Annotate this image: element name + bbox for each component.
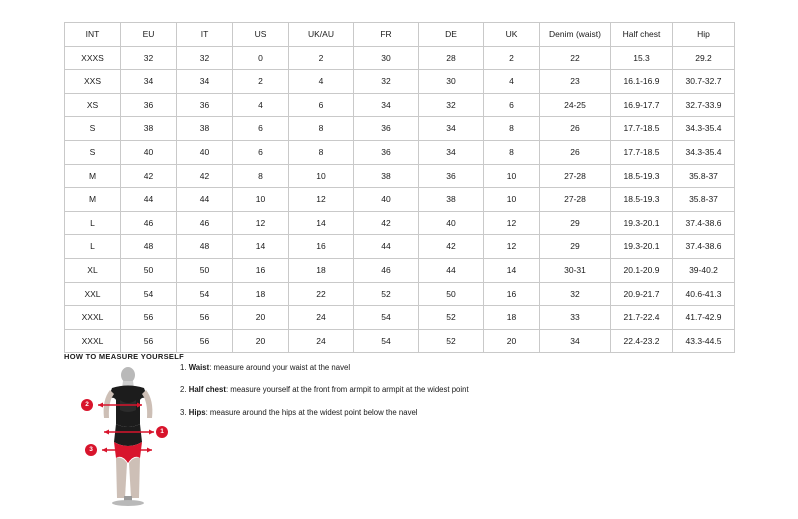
cell-denim-waist: 29 bbox=[540, 211, 611, 235]
cell-hip: 35.8-37 bbox=[673, 164, 735, 188]
cell-uk-au: 12 bbox=[289, 188, 354, 212]
table-header-row bbox=[65, 23, 735, 47]
cell-denim-waist: 27-28 bbox=[540, 188, 611, 212]
cell-fr: 44 bbox=[354, 235, 419, 259]
list-item bbox=[180, 385, 600, 394]
table-row bbox=[65, 211, 735, 235]
cell-uk-au: 6 bbox=[289, 93, 354, 117]
cell-fr: 38 bbox=[354, 164, 419, 188]
table-row bbox=[65, 306, 735, 330]
figure-badge-waist: 1 bbox=[156, 426, 168, 438]
cell-int: L bbox=[65, 211, 121, 235]
cell-it: 56 bbox=[177, 306, 233, 330]
column-header-uk: UK bbox=[484, 23, 540, 47]
cell-eu: 32 bbox=[121, 46, 177, 70]
cell-uk: 18 bbox=[484, 306, 540, 330]
cell-hip: 37.4-38.6 bbox=[673, 211, 735, 235]
cell-eu: 38 bbox=[121, 117, 177, 141]
cell-int: L bbox=[65, 235, 121, 259]
cell-int: XXXL bbox=[65, 306, 121, 330]
table-row bbox=[65, 329, 735, 353]
cell-de: 40 bbox=[419, 211, 484, 235]
cell-it: 34 bbox=[177, 70, 233, 94]
cell-uk: 2 bbox=[484, 46, 540, 70]
cell-it: 36 bbox=[177, 93, 233, 117]
cell-eu: 46 bbox=[121, 211, 177, 235]
cell-it: 50 bbox=[177, 258, 233, 282]
column-header-eu: EU bbox=[121, 23, 177, 47]
cell-half-chest: 22.4-23.2 bbox=[611, 329, 673, 353]
measure-item-number: 2. bbox=[180, 385, 187, 395]
measurement-figure bbox=[82, 366, 174, 506]
cell-int: S bbox=[65, 117, 121, 141]
cell-fr: 52 bbox=[354, 282, 419, 306]
cell-de: 38 bbox=[419, 188, 484, 212]
column-header-int: INT bbox=[65, 23, 121, 47]
cell-fr: 36 bbox=[354, 117, 419, 141]
cell-denim-waist: 33 bbox=[540, 306, 611, 330]
cell-de: 50 bbox=[419, 282, 484, 306]
cell-fr: 40 bbox=[354, 188, 419, 212]
cell-uk-au: 8 bbox=[289, 140, 354, 164]
cell-int: XXXS bbox=[65, 46, 121, 70]
cell-half-chest: 20.9-21.7 bbox=[611, 282, 673, 306]
column-header-us: US bbox=[233, 23, 289, 47]
cell-uk-au: 24 bbox=[289, 306, 354, 330]
cell-de: 34 bbox=[419, 140, 484, 164]
cell-half-chest: 17.7-18.5 bbox=[611, 140, 673, 164]
table-row bbox=[65, 235, 735, 259]
cell-denim-waist: 30-31 bbox=[540, 258, 611, 282]
cell-denim-waist: 24-25 bbox=[540, 93, 611, 117]
cell-us: 20 bbox=[233, 329, 289, 353]
cell-hip: 37.4-38.6 bbox=[673, 235, 735, 259]
cell-it: 56 bbox=[177, 329, 233, 353]
cell-uk: 10 bbox=[484, 188, 540, 212]
measure-item-number: 1. bbox=[180, 363, 187, 372]
cell-uk-au: 2 bbox=[289, 46, 354, 70]
cell-int: XS bbox=[65, 93, 121, 117]
cell-fr: 34 bbox=[354, 93, 419, 117]
table-row bbox=[65, 258, 735, 282]
cell-it: 38 bbox=[177, 117, 233, 141]
cell-denim-waist: 22 bbox=[540, 46, 611, 70]
measure-item-number: 3. bbox=[180, 407, 187, 417]
cell-fr: 36 bbox=[354, 140, 419, 164]
cell-us: 16 bbox=[233, 258, 289, 282]
cell-uk: 16 bbox=[484, 282, 540, 306]
cell-hip: 34.3-35.4 bbox=[673, 117, 735, 141]
cell-de: 52 bbox=[419, 306, 484, 330]
table-row bbox=[65, 164, 735, 188]
cell-int: XXL bbox=[65, 282, 121, 306]
cell-hip: 30.7-32.7 bbox=[673, 70, 735, 94]
cell-eu: 48 bbox=[121, 235, 177, 259]
cell-us: 6 bbox=[233, 117, 289, 141]
column-header-fr: FR bbox=[354, 23, 419, 47]
column-header-denim-waist: Denim (waist) bbox=[540, 23, 611, 47]
cell-half-chest: 18.5-19.3 bbox=[611, 188, 673, 212]
measure-item-text: : measure around your waist at the navel bbox=[209, 363, 351, 372]
table-body bbox=[65, 46, 735, 353]
cell-uk: 8 bbox=[484, 117, 540, 141]
cell-denim-waist: 29 bbox=[540, 235, 611, 259]
cell-hip: 41.7-42.9 bbox=[673, 306, 735, 330]
how-to-measure-list bbox=[180, 363, 600, 430]
cell-us: 18 bbox=[233, 282, 289, 306]
cell-denim-waist: 27-28 bbox=[540, 164, 611, 188]
cell-us: 4 bbox=[233, 93, 289, 117]
cell-fr: 54 bbox=[354, 329, 419, 353]
cell-us: 14 bbox=[233, 235, 289, 259]
cell-fr: 46 bbox=[354, 258, 419, 282]
cell-uk: 12 bbox=[484, 211, 540, 235]
cell-hip: 32.7-33.9 bbox=[673, 93, 735, 117]
table-header bbox=[65, 23, 735, 47]
cell-eu: 42 bbox=[121, 164, 177, 188]
cell-hip: 35.8-37 bbox=[673, 188, 735, 212]
table-row bbox=[65, 70, 735, 94]
cell-us: 2 bbox=[233, 70, 289, 94]
cell-de: 28 bbox=[419, 46, 484, 70]
list-item bbox=[180, 408, 600, 417]
cell-hip: 40.6-41.3 bbox=[673, 282, 735, 306]
cell-eu: 54 bbox=[121, 282, 177, 306]
cell-eu: 44 bbox=[121, 188, 177, 212]
cell-us: 8 bbox=[233, 164, 289, 188]
cell-uk: 4 bbox=[484, 70, 540, 94]
cell-denim-waist: 32 bbox=[540, 282, 611, 306]
cell-uk-au: 8 bbox=[289, 117, 354, 141]
cell-uk-au: 24 bbox=[289, 329, 354, 353]
cell-uk: 6 bbox=[484, 93, 540, 117]
cell-fr: 30 bbox=[354, 46, 419, 70]
cell-it: 44 bbox=[177, 188, 233, 212]
cell-eu: 40 bbox=[121, 140, 177, 164]
list-item bbox=[180, 363, 600, 372]
cell-uk: 14 bbox=[484, 258, 540, 282]
measure-item-text: : measure yourself at the front from armpit to armpit at the widest point bbox=[225, 385, 469, 395]
cell-us: 12 bbox=[233, 211, 289, 235]
cell-uk: 8 bbox=[484, 140, 540, 164]
cell-fr: 54 bbox=[354, 306, 419, 330]
cell-us: 10 bbox=[233, 188, 289, 212]
column-header-it: IT bbox=[177, 23, 233, 47]
cell-it: 42 bbox=[177, 164, 233, 188]
cell-it: 54 bbox=[177, 282, 233, 306]
cell-eu: 34 bbox=[121, 70, 177, 94]
cell-it: 46 bbox=[177, 211, 233, 235]
cell-uk: 10 bbox=[484, 164, 540, 188]
measure-item-keyword: Half chest bbox=[188, 385, 226, 395]
table-row bbox=[65, 282, 735, 306]
cell-int: XXS bbox=[65, 70, 121, 94]
table-row bbox=[65, 188, 735, 212]
figure-badge-half-chest: 2 bbox=[81, 399, 93, 411]
column-header-hip: Hip bbox=[673, 23, 735, 47]
cell-half-chest: 19.3-20.1 bbox=[611, 235, 673, 259]
cell-eu: 36 bbox=[121, 93, 177, 117]
cell-uk: 20 bbox=[484, 329, 540, 353]
cell-denim-waist: 26 bbox=[540, 117, 611, 141]
cell-uk-au: 22 bbox=[289, 282, 354, 306]
cell-half-chest: 20.1-20.9 bbox=[611, 258, 673, 282]
cell-de: 42 bbox=[419, 235, 484, 259]
table-row bbox=[65, 140, 735, 164]
cell-half-chest: 18.5-19.3 bbox=[611, 164, 673, 188]
cell-denim-waist: 34 bbox=[540, 329, 611, 353]
cell-int: S bbox=[65, 140, 121, 164]
cell-uk-au: 18 bbox=[289, 258, 354, 282]
cell-hip: 43.3-44.5 bbox=[673, 329, 735, 353]
cell-hip: 39-40.2 bbox=[673, 258, 735, 282]
cell-half-chest: 17.7-18.5 bbox=[611, 117, 673, 141]
cell-denim-waist: 23 bbox=[540, 70, 611, 94]
table-row bbox=[65, 117, 735, 141]
figure-badge-hips: 3 bbox=[85, 444, 97, 456]
cell-uk-au: 14 bbox=[289, 211, 354, 235]
cell-fr: 32 bbox=[354, 70, 419, 94]
cell-it: 32 bbox=[177, 46, 233, 70]
cell-half-chest: 21.7-22.4 bbox=[611, 306, 673, 330]
cell-fr: 42 bbox=[354, 211, 419, 235]
cell-us: 6 bbox=[233, 140, 289, 164]
measure-item-text: : measure around the hips at the widest point below the navel bbox=[205, 407, 418, 417]
cell-hip: 34.3-35.4 bbox=[673, 140, 735, 164]
table-row bbox=[65, 93, 735, 117]
cell-uk: 12 bbox=[484, 235, 540, 259]
table-row bbox=[65, 46, 735, 70]
cell-uk-au: 10 bbox=[289, 164, 354, 188]
cell-de: 44 bbox=[419, 258, 484, 282]
cell-half-chest: 19.3-20.1 bbox=[611, 211, 673, 235]
measure-item-keyword: Hips bbox=[188, 407, 206, 417]
measure-item-keyword: Waist bbox=[188, 363, 210, 372]
cell-de: 30 bbox=[419, 70, 484, 94]
cell-eu: 50 bbox=[121, 258, 177, 282]
cell-eu: 56 bbox=[121, 329, 177, 353]
cell-half-chest: 15.3 bbox=[611, 46, 673, 70]
column-header-half-chest: Half chest bbox=[611, 23, 673, 47]
cell-de: 34 bbox=[419, 117, 484, 141]
cell-de: 36 bbox=[419, 164, 484, 188]
cell-int: XL bbox=[65, 258, 121, 282]
cell-half-chest: 16.1-16.9 bbox=[611, 70, 673, 94]
cell-hip: 29.2 bbox=[673, 46, 735, 70]
size-chart-table-container bbox=[64, 22, 734, 353]
cell-us: 20 bbox=[233, 306, 289, 330]
cell-denim-waist: 26 bbox=[540, 140, 611, 164]
cell-uk-au: 4 bbox=[289, 70, 354, 94]
size-chart-table bbox=[64, 22, 735, 353]
cell-uk-au: 16 bbox=[289, 235, 354, 259]
cell-de: 32 bbox=[419, 93, 484, 117]
column-header-de: DE bbox=[419, 23, 484, 47]
cell-int: XXXL bbox=[65, 329, 121, 353]
cell-it: 48 bbox=[177, 235, 233, 259]
cell-us: 0 bbox=[233, 46, 289, 70]
cell-int: M bbox=[65, 164, 121, 188]
cell-int: M bbox=[65, 188, 121, 212]
cell-de: 52 bbox=[419, 329, 484, 353]
how-to-measure-title: HOW TO MEASURE YOURSELF bbox=[64, 352, 184, 361]
column-header-uk-au: UK/AU bbox=[289, 23, 354, 47]
cell-eu: 56 bbox=[121, 306, 177, 330]
cell-it: 40 bbox=[177, 140, 233, 164]
cell-half-chest: 16.9-17.7 bbox=[611, 93, 673, 117]
